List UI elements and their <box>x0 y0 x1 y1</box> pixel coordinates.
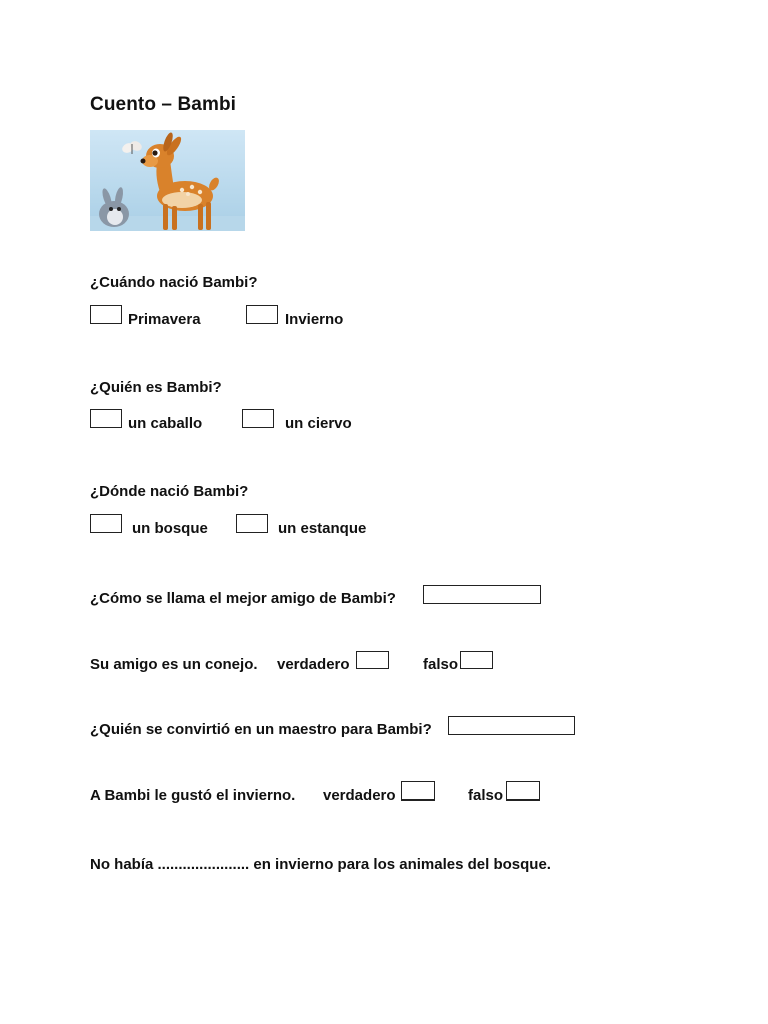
true-label-5: verdadero <box>277 656 350 673</box>
true-label-7: verdadero <box>323 787 396 804</box>
question-1: ¿Cuándo nació Bambi? <box>90 274 258 291</box>
option-primavera: Primavera <box>128 311 201 328</box>
false-label-7: falso <box>468 787 504 804</box>
option-un-ciervo: un ciervo <box>285 415 352 432</box>
checkbox-falso-5[interactable] <box>460 651 493 669</box>
option-invierno: Invierno <box>285 311 344 328</box>
checkbox-un-ciervo[interactable] <box>242 409 274 428</box>
checkbox-un-bosque[interactable] <box>90 514 122 533</box>
false-label-5: falso <box>423 656 459 673</box>
option-un-estanque: un estanque <box>278 520 367 537</box>
statement-7: A Bambi le gustó el invierno. <box>90 787 296 804</box>
option-un-bosque: un bosque <box>132 520 208 537</box>
question-6: ¿Quién se convirtió en un maestro para Bambi? <box>90 721 432 738</box>
checkbox-verdadero-7[interactable] <box>401 781 435 801</box>
question-2: ¿Quién es Bambi? <box>90 379 222 396</box>
checkbox-primavera[interactable] <box>90 305 122 324</box>
answer-field-teacher[interactable] <box>448 716 575 735</box>
question-3: ¿Dónde nació Bambi? <box>90 483 249 500</box>
checkbox-falso-7[interactable] <box>506 781 540 801</box>
bambi-illustration <box>90 130 245 231</box>
answer-field-best-friend[interactable] <box>423 585 541 604</box>
page-title: Cuento – Bambi <box>90 94 237 115</box>
option-un-caballo: un caballo <box>128 415 203 432</box>
statement-5: Su amigo es un conejo. <box>90 656 258 673</box>
checkbox-un-estanque[interactable] <box>236 514 268 533</box>
fill-in-sentence-8: No había ...................... en invierno para los animales del bosque. <box>90 856 551 873</box>
question-4: ¿Cómo se llama el mejor amigo de Bambi? <box>90 590 396 607</box>
checkbox-verdadero-5[interactable] <box>356 651 389 669</box>
checkbox-invierno[interactable] <box>246 305 278 324</box>
checkbox-un-caballo[interactable] <box>90 409 122 428</box>
